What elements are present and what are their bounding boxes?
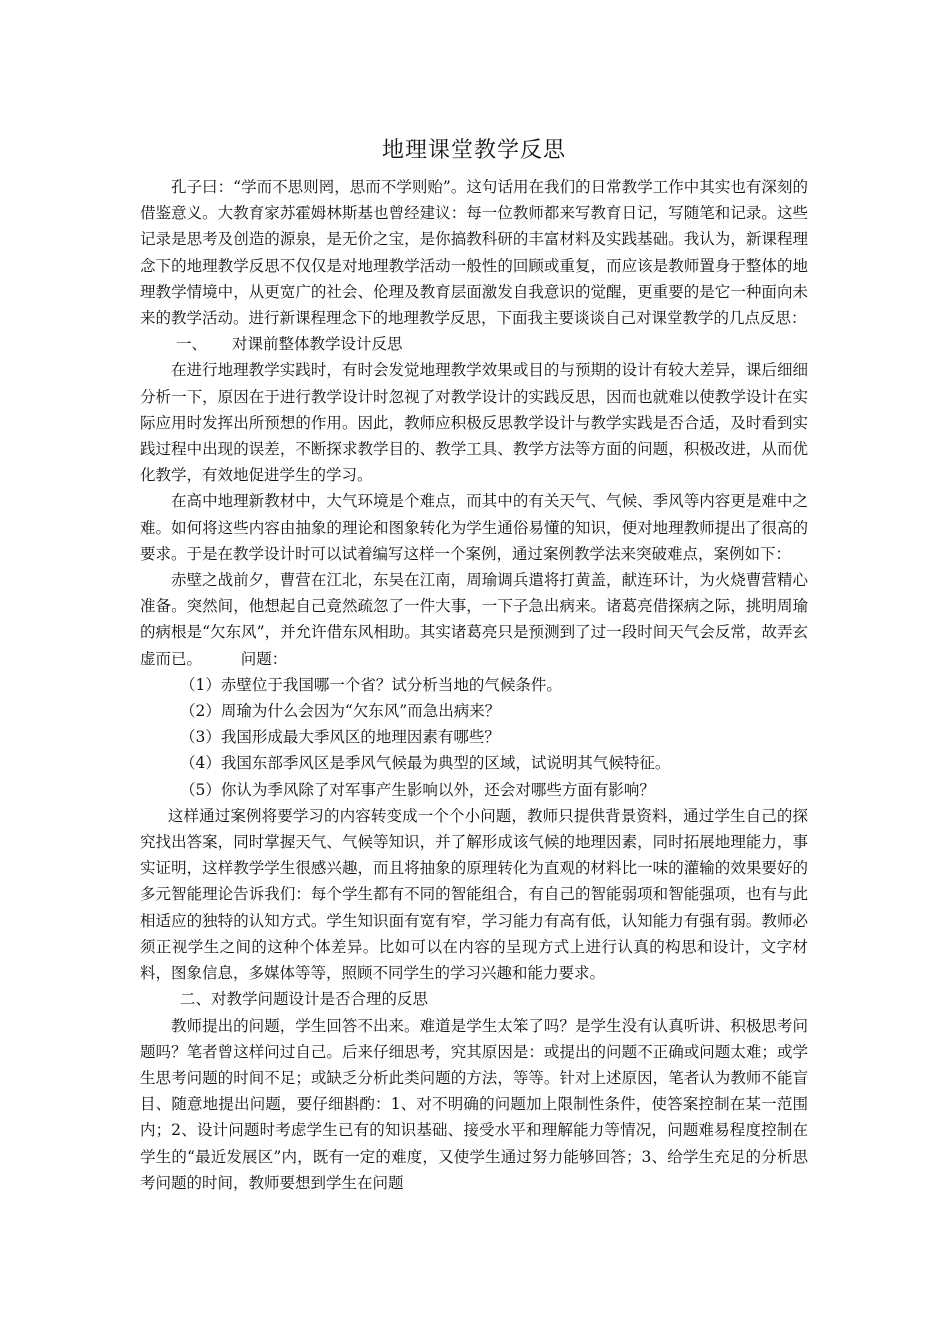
section-number-1: 一、 [176,335,208,354]
question-item-1: （1）赤壁位于我国哪一个省？试分析当地的气候条件。 [180,675,562,694]
body-paragraph-4: 教师提出的问题，学生回答不出来。难道是学生太笨了吗？是学生没有认真听讲、积极思考问题吗？笔者曾这样问过自己。后来仔细思考，究其原因是：或提出的问题不正确或问题太难；或学生思考问题的时间不足；或缺乏分析此类问题的方法，等等。针对上述原因，笔者认为教师不能盲目、随意地提出问题，要仔细斟酌：1、对不明确的问题加上限制性条件，使答案控制在某一范围内；2、设计问题时考虑学生已有的知识基础、接受水平和理解能力等情况，问题难易程度控制在学生的“最近发展区”内，既有一定的难度，又使学生通过努力能够回答；3、给学生充足的分析思考问题的时间，教师要想到学生在问题 [140,1016,808,1192]
case-story-paragraph: 赤壁之战前夕，曹营在江北，东吴在江南，周瑜调兵遣将打黄盖，献连环计，为火烧曹营精心准备。突然间，他想起自己竟然疏忽了一件大事，一下子急出病来。诸葛亮借探病之际，挑明周瑜的病根是“欠东风”，并允许借东风相助。其实诸葛亮只是预测到了过一段时间天气会反常，故弄玄虚而已。 问题： [140,571,808,668]
body-paragraph-3: 这样通过案例将要学习的内容转变成一个个小问题，教师只提供背景资料，通过学生自己的探究找出答案，同时掌握天气、气候等知识，并了解形成该气候的地理因素，同时拓展地理能力，事实证明，这样教学学生很感兴趣，而且将抽象的原理转化为直观的材料比一味的灌输的效果要好的多元智能理论告诉我们：每个学生都有不同的智能组合，有自己的智能弱项和智能强项，也有与此相适应的独特的认知方式。学生知识面有宽有窄，学习能力有高有低，认知能力有强有弱。教师必须正视学生之间的这种个体差异。比如可以在内容的呈现方式上进行认真的构思和设计，文字材料，图象信息，多媒体等等，照顾不同学生的学习兴趣和能力要求。 [140,806,808,983]
document-title: 地理课堂教学反思 [381,138,566,163]
question-item-3: （3）我国形成最大季风区的地理因素有哪些？ [180,728,500,747]
body-paragraph-1: 在进行地理教学实践时，有时会发觉地理教学效果或目的与预期的设计有较大差异，课后细细分析一下，原因在于进行教学设计时忽视了对教学设计的实践反思，因而也就难以使教学设计在实际应用时发挥出所预想的作用。因此，教师应积极反思教学设计与教学实践是否合适，及时看到实践过程中出现的误差，不断探求教学目的、教学工具、教学方法等方面的问题，积极改进，从而优化教学，有效地促进学生的学习。 [140,361,808,485]
question-item-5: （5）你认为季风除了对军事产生影响以外，还会对哪些方面有影响？ [180,780,655,799]
section-heading-2: 二、对教学问题设计是否合理的反思 [180,990,429,1009]
section-title-1: 对课前整体教学设计反思 [232,335,403,354]
question-item-2: （2）周瑜为什么会因为“欠东风”而急出病来？ [180,702,501,721]
intro-paragraph: 孔子曰：“学而不思则罔，思而不学则贻”。这句话用在我们的日常教学工作中其实也有深刻的借鉴意义。大教育家苏霍姆林斯基也曾经建议：每一位教师都来写教育日记，写随笔和记录。这些记录是思考及创造的源泉，是无价之宝，是你搞教科研的丰富材料及实践基础。我认为，新课程理念下的地理教学反思不仅仅是对地理教学活动一般性的回顾或重复，而应该是教师置身于整体的地理教学情境中，从更宽广的社会、伦理及教育层面激发自我意识的觉醒，更重要的是它一种面向未来的教学活动。进行新课程理念下的地理教学反思，下面我主要谈谈自己对课堂教学的几点反思： [140,178,808,328]
body-paragraph-2: 在高中地理新教材中，大气环境是个难点，而其中的有关天气、气候、季风等内容更是难中之难。如何将这些内容由抽象的理论和图象转化为学生通俗易懂的知识，便对地理教师提出了很高的要求。于是在教学设计时可以试着编写这样一个案例，通过案例教学法来突破难点，案例如下： [140,492,808,563]
document-page [140,134,808,1196]
section-heading-1 [140,331,808,357]
question-item-4: （4）我国东部季风区是季风气候最为典型的区域，试说明其气候特征。 [180,754,671,773]
